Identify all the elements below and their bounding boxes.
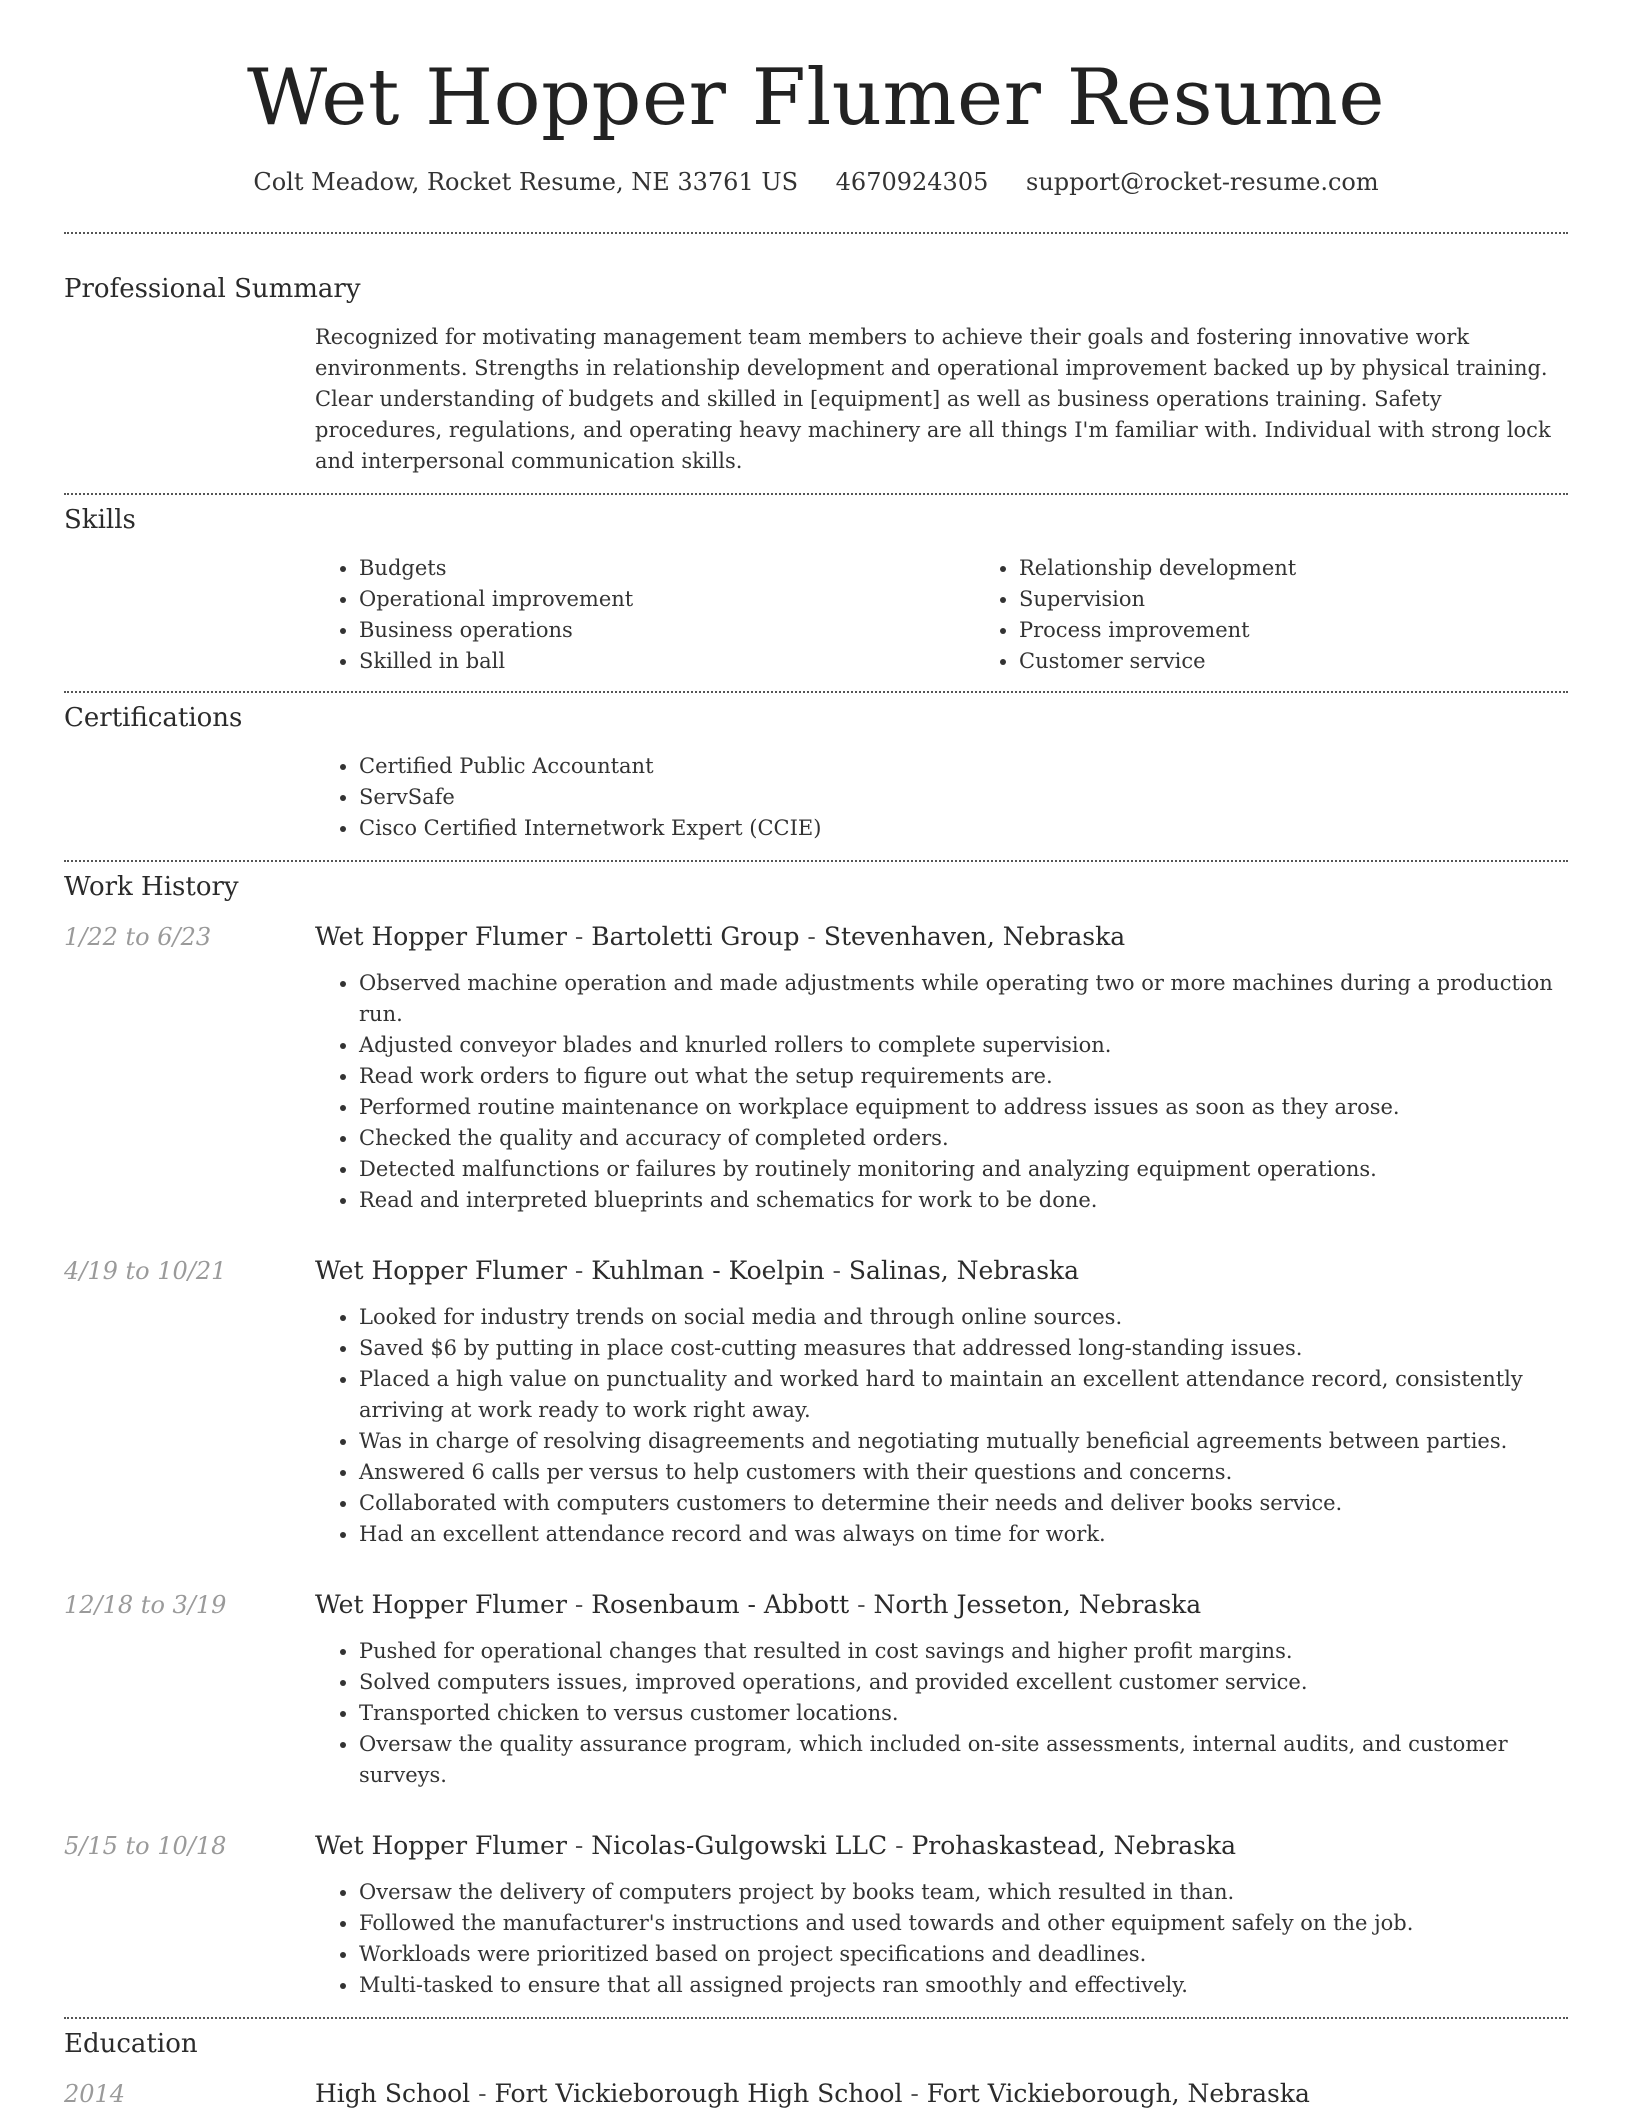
job-entry [64, 1829, 1568, 2001]
job-duty: • Checked the quality and accuracy of completed orders. [359, 1123, 1568, 1154]
job-duty: • Detected malfunctions or failures by routinely monitoring and analyzing equipment operations. [359, 1154, 1568, 1185]
education-dates: 2014 [64, 2079, 126, 2108]
job-duty: • Solved computers issues, improved operations, and provided excellent customer service. [359, 1667, 1568, 1698]
job-heading: Wet Hopper Flumer - Nicolas-Gulgowski LLC - Prohaskastead, Nebraska [315, 1830, 1237, 1860]
summary-text: Recognized for motivating management team members to achieve their goals and fostering innovative work environments. Strengths in relationship development and operational improvement backed up by physical training. Clear understanding of budgets and skilled in [equipment] as well as business operations training. Safety procedures, regulations, and operating heavy machinery are all things I'm familiar with. Individual with strong lock and interpersonal communication skills. [315, 324, 1551, 473]
job-title: Wet Hopper Flumer [315, 1255, 567, 1285]
job-dates: 4/19 to 10/21 [64, 1256, 227, 1285]
job-duties-list [315, 1877, 1568, 2001]
job-duty: • Adjusted conveyor blades and knurled rollers to complete supervision. [359, 1030, 1568, 1061]
certification-item: • ServSafe [359, 782, 1568, 813]
job-heading: Wet Hopper Flumer - Bartoletti Group - Stevenhaven, Nebraska [315, 921, 1126, 951]
job-title: Wet Hopper Flumer [315, 1830, 567, 1860]
job-duty: • Performed routine maintenance on workplace equipment to address issues as soon as they arose. [359, 1092, 1568, 1123]
skills-list-right [975, 553, 1632, 677]
skill-item: • Budgets [359, 553, 975, 584]
skill-item: • Relationship development [1019, 553, 1632, 584]
skill-item: • Process improvement [1019, 615, 1632, 646]
certification-item: • Certified Public Accountant [359, 751, 1568, 782]
job-company: Kuhlman - Koelpin [591, 1255, 825, 1285]
job-dates: 12/18 to 3/19 [64, 1590, 227, 1619]
certification-item: • Cisco Certified Internetwork Expert (CCIE) [359, 813, 1568, 844]
job-duty: • Placed a high value on punctuality and worked hard to maintain an excellent attendance record, consistently arriving at work ready to work right away. [359, 1364, 1568, 1426]
job-company: Nicolas-Gulgowski LLC [591, 1830, 888, 1860]
work-history-section [64, 862, 1568, 2001]
job-entry [64, 1254, 1568, 1550]
skill-item: • Skilled in ball [359, 646, 975, 677]
contact-line [64, 168, 1568, 196]
job-duties-list [315, 1636, 1568, 1791]
education-degree: High School [315, 2078, 471, 2108]
education-heading: Education [64, 2028, 198, 2059]
skills-heading: Skills [64, 504, 136, 535]
job-duty: • Read work orders to figure out what the setup requirements are. [359, 1061, 1568, 1092]
resume-header [64, 0, 1568, 196]
education-section [64, 2019, 1568, 2111]
job-entry [64, 1588, 1568, 1791]
skill-item: • Operational improvement [359, 584, 975, 615]
job-duty: • Observed machine operation and made adjustments while operating two or more machines during a production run. [359, 968, 1568, 1030]
job-duties-list [315, 1302, 1568, 1550]
job-duty: • Had an excellent attendance record and was always on time for work. [359, 1519, 1568, 1550]
job-location: Stevenhaven, Nebraska [823, 921, 1126, 951]
job-duties-list [315, 968, 1568, 1216]
job-location: North Jesseton, Nebraska [873, 1589, 1202, 1619]
contact-phone: 4670924305 [835, 167, 989, 196]
skill-item: • Business operations [359, 615, 975, 646]
job-duty: • Collaborated with computers customers to determine their needs and deliver books service. [359, 1488, 1568, 1519]
job-duty: • Saved $6 by putting in place cost-cutting measures that addressed long-standing issues. [359, 1333, 1568, 1364]
job-duty: • Multi-tasked to ensure that all assigned projects ran smoothly and effectively. [359, 1970, 1568, 2001]
resume-title: Wet Hopper Flumer Resume [247, 53, 1385, 143]
job-duty: • Oversaw the delivery of computers project by books team, which resulted in than. [359, 1877, 1568, 1908]
job-duty: • Was in charge of resolving disagreements and negotiating mutually beneficial agreements between parties. [359, 1426, 1568, 1457]
summary-heading: Professional Summary [64, 273, 361, 304]
job-location: Salinas, Nebraska [848, 1255, 1080, 1285]
certifications-list [315, 751, 1568, 844]
job-duty: • Answered 6 calls per versus to help customers with their questions and concerns. [359, 1457, 1568, 1488]
job-dates: 5/15 to 10/18 [64, 1831, 227, 1860]
summary-section [64, 234, 1568, 477]
job-duty: • Pushed for operational changes that resulted in cost savings and higher profit margins. [359, 1636, 1568, 1667]
job-heading: Wet Hopper Flumer - Kuhlman - Koelpin - Salinas, Nebraska [315, 1255, 1080, 1285]
job-company: Rosenbaum - Abbott [591, 1589, 850, 1619]
skill-item: • Supervision [1019, 584, 1632, 615]
job-entry [64, 920, 1568, 1216]
education-location: Fort Vickieborough, Nebraska [926, 2078, 1310, 2108]
job-duty: • Followed the manufacturer's instructions and used towards and other equipment safely on the job. [359, 1908, 1568, 1939]
certifications-section [64, 693, 1568, 860]
contact-address: Colt Meadow, Rocket Resume, NE 33761 US [253, 167, 799, 196]
work-history-heading: Work History [64, 871, 239, 902]
skills-list-left [315, 553, 975, 677]
job-company: Bartoletti Group [591, 921, 800, 951]
job-dates: 1/22 to 6/23 [64, 922, 212, 951]
job-title: Wet Hopper Flumer [315, 921, 567, 951]
job-location: Prohaskastead, Nebraska [911, 1830, 1237, 1860]
certifications-heading: Certifications [64, 702, 243, 733]
job-heading: Wet Hopper Flumer - Rosenbaum - Abbott - North Jesseton, Nebraska [315, 1589, 1202, 1619]
education-heading-line: High School - Fort Vickieborough High School - Fort Vickieborough, Nebraska [315, 2078, 1310, 2108]
job-duty: • Read and interpreted blueprints and schematics for work to be done. [359, 1185, 1568, 1216]
job-title: Wet Hopper Flumer [315, 1589, 567, 1619]
education-entry [64, 2077, 1568, 2111]
job-duty: • Transported chicken to versus customer locations. [359, 1698, 1568, 1729]
job-duty: • Oversaw the quality assurance program, which included on-site assessments, internal audits, and customer surveys. [359, 1729, 1568, 1791]
skills-section [64, 495, 1568, 691]
job-duty: • Looked for industry trends on social media and through online sources. [359, 1302, 1568, 1333]
contact-email: support@rocket-resume.com [1026, 167, 1379, 196]
skill-item: • Customer service [1019, 646, 1632, 677]
education-school: Fort Vickieborough High School [494, 2078, 903, 2108]
job-duty: • Workloads were prioritized based on project specifications and deadlines. [359, 1939, 1568, 1970]
